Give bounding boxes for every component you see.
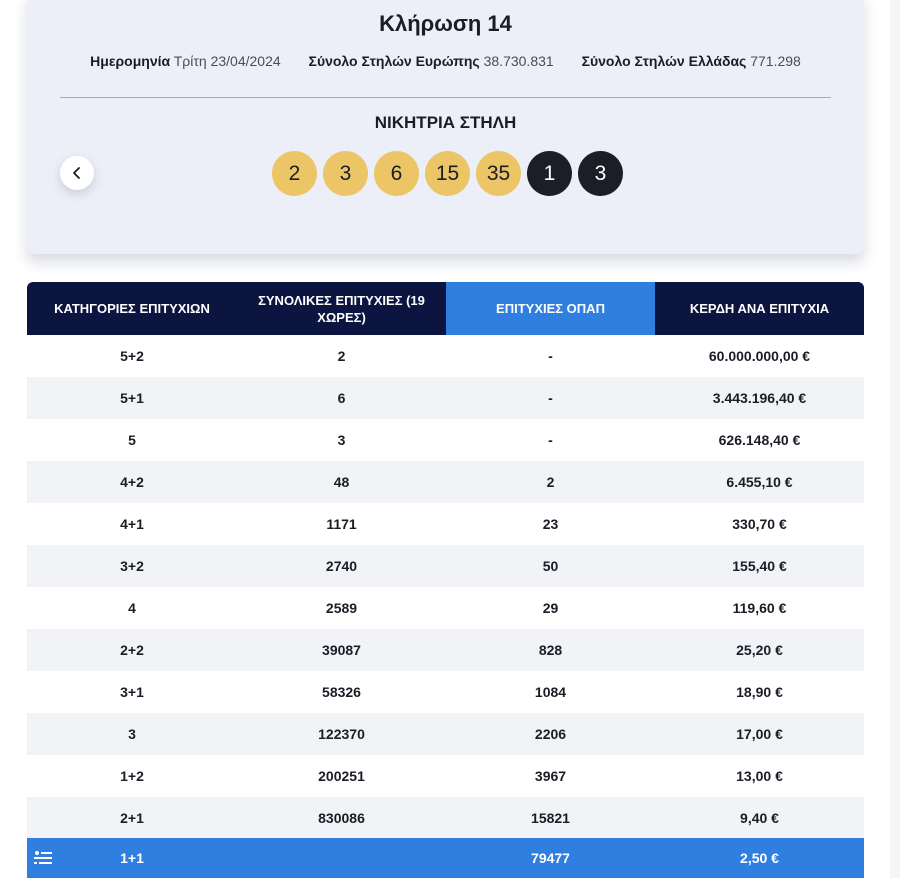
cell-category: 4 (128, 600, 136, 616)
cell-category: 5+2 (120, 348, 144, 364)
cell-prize: 25,20 € (736, 642, 783, 658)
greece-total-value: 771.298 (750, 53, 801, 69)
cell-total-winners: 48 (333, 474, 350, 490)
cell-opap-winners: 50 (542, 558, 559, 574)
header-categories: ΚΑΤΗΓΟΡΙΕΣ ΕΠΙΤΥΧΙΩΝ (27, 282, 237, 335)
draw-date (90, 53, 280, 69)
header-prize: ΚΕΡΔΗ ΑΝΑ ΕΠΙΤΥΧΙΑ (655, 282, 864, 335)
table-row (27, 461, 864, 503)
europe-total-label: Σύνολο Στηλών Ευρώπης (308, 53, 480, 69)
cell-category: 1+2 (120, 768, 144, 784)
cell-prize: 6.455,10 € (726, 474, 793, 490)
europe-total-value: 38.730.831 (483, 53, 554, 69)
star-ball: 3 (578, 151, 623, 196)
cell-category: 4+2 (120, 474, 144, 490)
cell-category: 5+1 (120, 390, 144, 406)
previous-draw-button[interactable] (60, 156, 94, 190)
cell-total-winners (237, 838, 446, 878)
cell-prize: 330,70 € (732, 516, 787, 532)
table-row (27, 713, 864, 755)
star-ball: 1 (527, 151, 572, 196)
cell-category: 5 (128, 432, 136, 448)
cell-total-winners: 2589 (325, 600, 358, 616)
number-ball: 15 (425, 151, 470, 196)
greece-total (582, 53, 801, 69)
number-ball: 2 (272, 151, 317, 196)
table-row-highlighted (27, 838, 864, 878)
table-row (27, 335, 864, 377)
cell-category: 3+2 (120, 558, 144, 574)
header-total-winners: ΣΥΝΟΛΙΚΕΣ ΕΠΙΤΥΧΙΕΣ (19 ΧΩΡΕΣ) (237, 282, 446, 335)
table-row (27, 797, 864, 839)
europe-total (309, 53, 554, 69)
table-header (27, 282, 864, 335)
cell-opap-winners: 29 (542, 600, 559, 616)
table-row (27, 671, 864, 713)
cell-total-winners: 200251 (318, 768, 365, 784)
table-body (27, 335, 864, 839)
cell-opap-winners: - (548, 390, 553, 406)
cell-prize: 119,60 € (732, 600, 787, 616)
chevron-left-icon (72, 167, 82, 179)
table-row (27, 629, 864, 671)
table-row (27, 377, 864, 419)
winning-title: ΝΙΚΗΤΡΙΑ ΣΤΗΛΗ (374, 113, 517, 132)
cell-prize: 60.000.000,00 € (708, 348, 811, 364)
cell-total-winners: 39087 (322, 642, 361, 658)
cell-category: 2+1 (120, 810, 144, 826)
cell-total-winners: 58326 (322, 684, 361, 700)
cell-opap-winners: 2206 (534, 726, 567, 742)
cell-total-winners: 3 (337, 432, 346, 448)
cell-prize: 3.443.196,40 € (712, 390, 807, 406)
cell-prize: 2,50 € (740, 850, 779, 866)
prize-table (27, 282, 864, 839)
table-row (27, 419, 864, 461)
table-row (27, 545, 864, 587)
cell-total-winners: 6 (337, 390, 346, 406)
cell-prize: 9,40 € (740, 810, 779, 826)
draw-card (27, 0, 864, 254)
number-ball: 6 (374, 151, 419, 196)
cell-opap-winners: 1084 (534, 684, 567, 700)
cell-total-winners: 122370 (318, 726, 365, 742)
cell-prize: 626.148,40 € (718, 432, 801, 448)
cell-category: 4+1 (120, 516, 144, 532)
cell-opap-winners: 15821 (531, 810, 570, 826)
divider (60, 97, 831, 98)
greece-total-label: Σύνολο Στηλών Ελλάδας (581, 53, 747, 69)
cell-category: 1+1 (120, 850, 144, 866)
cell-total-winners: 1171 (326, 516, 357, 532)
number-ball: 3 (323, 151, 368, 196)
page-gutter (890, 0, 900, 878)
cell-total-winners: 830086 (318, 810, 365, 826)
draw-date-value: Τρίτη 23/04/2024 (173, 53, 281, 69)
cell-opap-winners: 79477 (531, 850, 570, 866)
header-opap-winners: ΕΠΙΤΥΧΙΕΣ ΟΠΑΠ (446, 282, 655, 335)
number-ball: 35 (476, 151, 521, 196)
draw-date-label: Ημερομηνία (90, 53, 171, 69)
cell-prize: 155,40 € (732, 558, 787, 574)
cell-prize: 17,00 € (736, 726, 783, 742)
table-row (27, 503, 864, 545)
cell-prize: 18,90 € (736, 684, 783, 700)
cell-category: 2+2 (120, 642, 144, 658)
cell-total-winners: 2 (337, 348, 346, 364)
list-settings-icon[interactable] (33, 850, 53, 866)
cell-opap-winners: - (548, 432, 553, 448)
cell-opap-winners: 3967 (534, 768, 567, 784)
cell-opap-winners: - (548, 348, 553, 364)
cell-prize: 13,00 € (736, 768, 783, 784)
table-row (27, 755, 864, 797)
draw-meta (27, 53, 864, 69)
cell-category: 3+1 (120, 684, 144, 700)
cell-opap-winners: 23 (542, 516, 559, 532)
table-row (27, 587, 864, 629)
cell-total-winners: 2740 (325, 558, 358, 574)
winning-numbers (272, 151, 623, 196)
cell-opap-winners: 2 (546, 474, 555, 490)
cell-category: 3 (128, 726, 136, 742)
draw-title: Κλήρωση 14 (379, 11, 512, 36)
cell-opap-winners: 828 (538, 642, 563, 658)
